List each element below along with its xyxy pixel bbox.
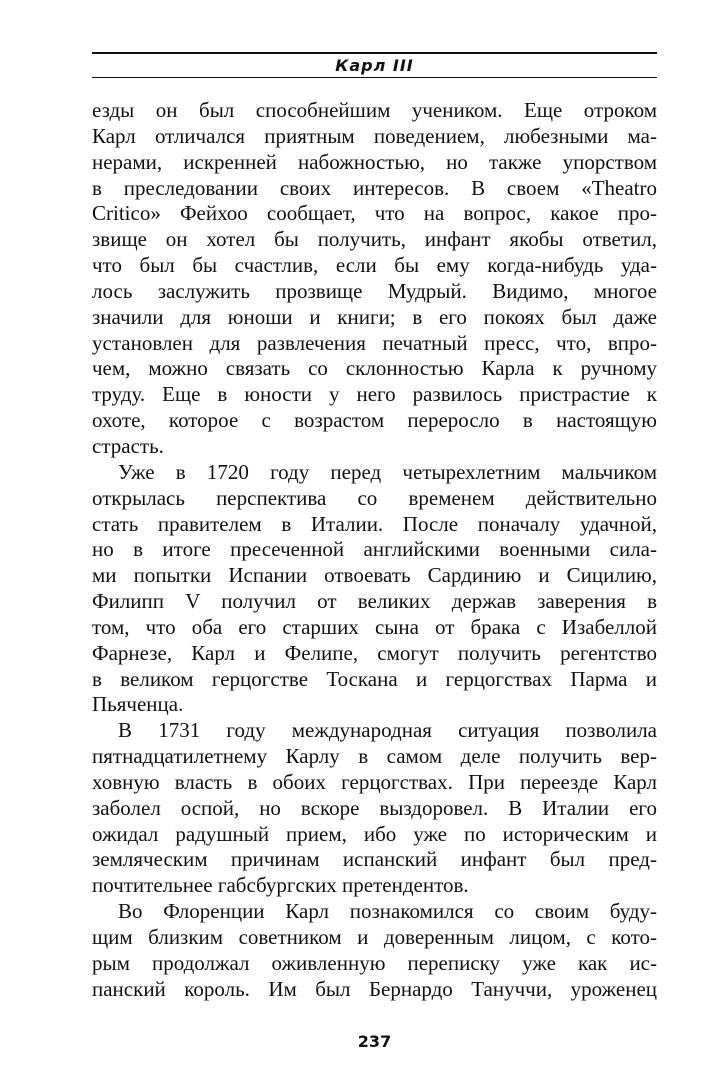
header-rule-top <box>92 52 657 54</box>
text-line: звище он хотел бы получить, инфант якобы ответил, <box>92 227 657 252</box>
text-line: В 1731 году международная ситуация позволила <box>118 718 657 743</box>
text-line: открылась перспектива со временем действительно <box>92 485 657 510</box>
text-line: ховную власть в обоих герцогствах. При переезде Карл <box>92 769 657 794</box>
text-line: Critico» Фейхоо сообщает, что на вопрос, какое про- <box>92 201 657 226</box>
text-line: охоте, которое с возрастом переросло в настоящую <box>92 408 657 433</box>
running-head: Карл III <box>335 56 414 75</box>
page-number: 237 <box>357 1032 392 1051</box>
text-line: в великом герцогстве Тоскана и герцогствах Парма и <box>92 666 657 691</box>
text-line: Филипп V получил от великих держав заверения в <box>92 589 657 614</box>
text-line: рым продолжал оживленную переписку уже как ис- <box>92 950 657 975</box>
body-text <box>92 98 657 1003</box>
text-line: значили для юноши и книги; в его покоях был даже <box>92 304 657 329</box>
text-line: панский король. Им был Бернардо Тануччи, уроженец <box>92 976 657 1001</box>
text-line: чем, можно связать со склонностью Карла к ручному <box>92 356 657 381</box>
text-line: в преследовании своих интересов. В своем «Theatro <box>92 175 657 200</box>
text-line: но в итоге пресеченной английскими военными сила- <box>92 537 657 562</box>
text-line: страсть. <box>92 433 164 458</box>
text-line: ожидал радушный прием, ибо уже по историческим и <box>92 821 657 846</box>
header-rule-bottom <box>92 77 657 78</box>
text-line: стать правителем в Италии. После поначалу удачной, <box>92 511 657 536</box>
text-line: что был бы счастлив, если бы ему когда-нибудь уда- <box>92 253 657 278</box>
text-line: Карл отличался приятным поведением, любезными ма- <box>92 123 657 148</box>
text-line: земляческим причинам испанский инфант был пред- <box>92 847 657 872</box>
text-line: том, что оба его старших сына от брака с Изабеллой <box>92 614 657 639</box>
text-line: нерами, искренней набожностью, но также упорством <box>92 149 657 174</box>
text-line: ми попытки Испании отвоевать Сардинию и Сицилию, <box>92 563 657 588</box>
text-line: езды он был способнейшим учеником. Еще отроком <box>92 98 657 122</box>
text-line: Во Флоренции Карл познакомился со своим буду- <box>118 899 657 924</box>
text-line: пятнадцатилетнему Карлу в самом деле получить вер- <box>92 744 657 769</box>
text-line: лось заслужить прозвище Мудрый. Видимо, многое <box>92 278 657 303</box>
text-line: Пьяченца. <box>92 692 184 717</box>
text-line: почтительнее габсбургских претендентов. <box>92 873 469 898</box>
text-line: Уже в 1720 году перед четырехлетним мальчиком <box>118 459 657 484</box>
text-line: труду. Еще в юности у него развилось пристрастие к <box>92 382 657 407</box>
text-line: заболел оспой, но вскоре выздоровел. В Италии его <box>92 795 657 820</box>
text-line: установлен для развлечения печатный пресс, что, впро- <box>92 330 657 355</box>
text-line: щим близким советником и доверенным лицом, с кото- <box>92 925 657 949</box>
text-line: Фарнезе, Карл и Фелипе, смогут получить регентство <box>92 640 657 665</box>
